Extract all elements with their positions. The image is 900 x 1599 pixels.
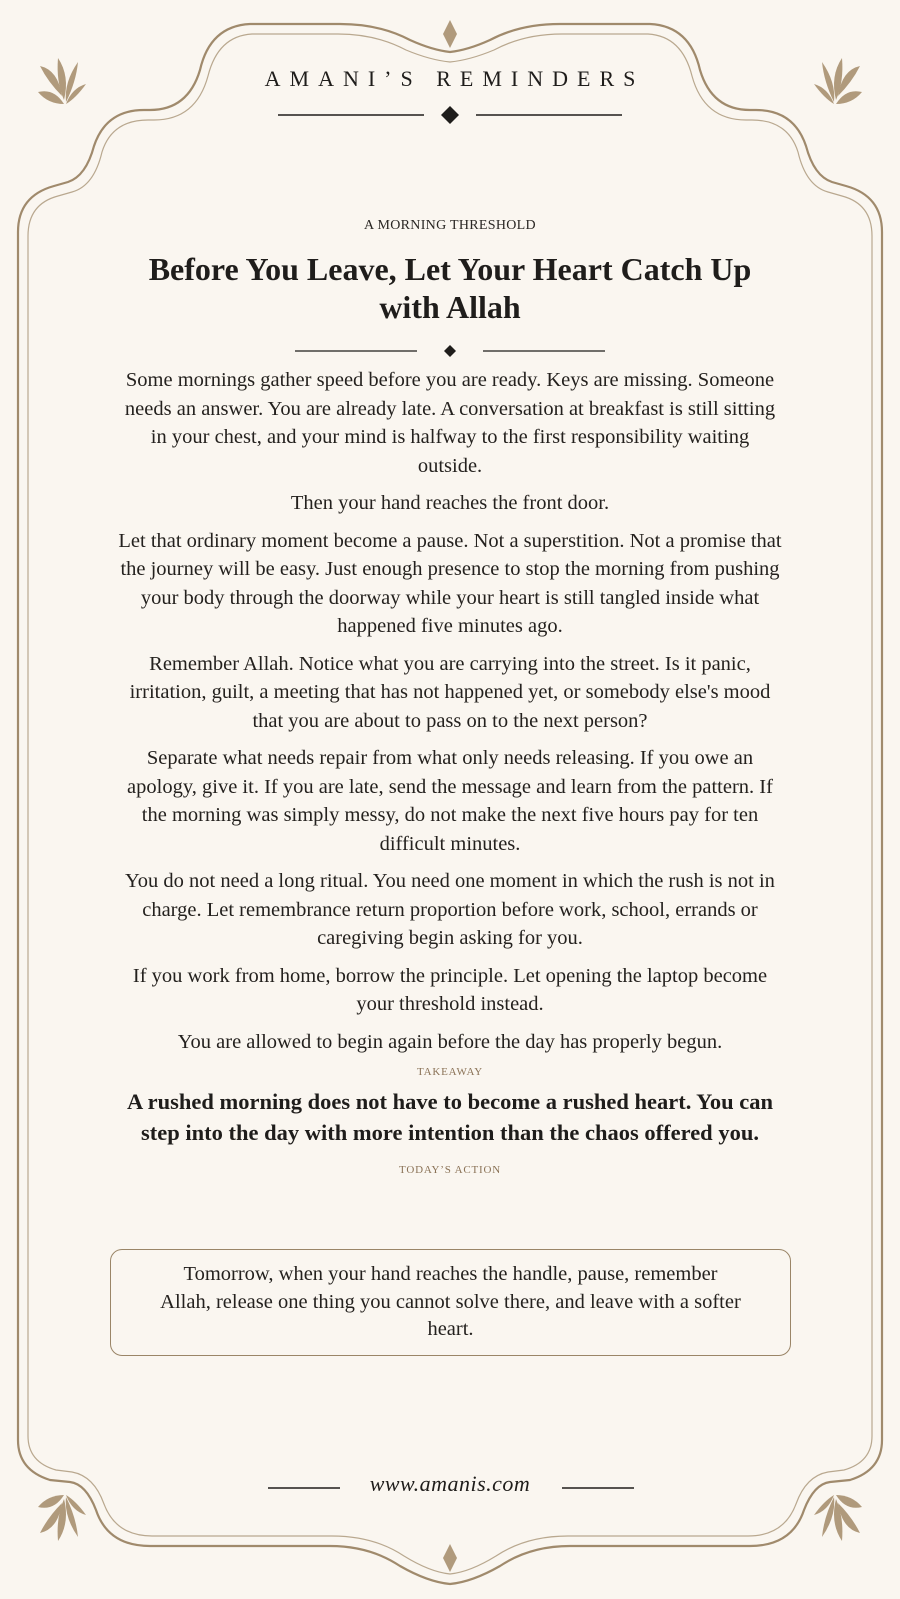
article: [118, 218, 782, 1184]
brand-wordmark: AMANI’S REMINDERS: [264, 66, 645, 91]
todays-action-box: [110, 1249, 791, 1356]
article-title: Before You Leave, Let Your Heart Catch Up with Allah: [148, 251, 752, 325]
title-divider: [295, 344, 605, 358]
flourish-bottom-right: [814, 1495, 862, 1541]
footer-url[interactable]: www.amanis.com: [369, 1471, 531, 1496]
takeaway-label: TAKEAWAY: [417, 1066, 483, 1078]
article-eyebrow: A MORNING THRESHOLD: [364, 218, 536, 233]
action-label: TODAY’S ACTION: [399, 1164, 501, 1176]
bottom-diamond-ornament: [443, 1544, 457, 1572]
top-diamond-ornament: [443, 20, 457, 48]
brand-diamond-icon: [441, 106, 459, 124]
flourish-bottom-left: [38, 1495, 86, 1541]
brand-divider: [278, 106, 622, 124]
article-paragraph: Remember Allah. Notice what you are carrying into the street. Is it panic, irritation, guilt, a meeting that has not happened yet, or somebody else's mood that you are about to pass on to the next person?: [129, 652, 771, 732]
article-paragraph: You are allowed to begin again before the day has properly begun.: [177, 1030, 723, 1053]
article-paragraph: Let that ordinary moment become a pause. Not a superstition. Not a promise that the journey will be easy. Just enough presence to stop the morning from pushing your body through the doorway while your heart is still tangled inside what happened five minutes ago.: [118, 529, 782, 637]
article-paragraph: If you work from home, borrow the principle. Let opening the laptop become your threshold instead.: [132, 964, 768, 1015]
title-diamond-icon: [444, 345, 456, 357]
article-paragraph: Some mornings gather speed before you are ready. Keys are missing. Someone needs an answer. You are already late. A conversation at breakfast is still sitting in your chest, and your mind is halfway to the first responsibility waiting outside.: [124, 369, 776, 477]
todays-action-text: Tomorrow, when your hand reaches the handle, pause, remember Allah, release one thing you cannot solve there, and leave with a softer heart.: [160, 1263, 741, 1340]
takeaway-text: A rushed morning does not have to become a rushed heart. You can step into the day with more intention than the chaos offered you.: [126, 1089, 774, 1145]
article-paragraph: Then your hand reaches the front door.: [290, 492, 610, 514]
article-paragraph: Separate what needs repair from what only needs releasing. If you owe an apology, give it. If you are late, send the message and learn from the pattern. If the morning was simply messy, do not make the next five hours pay for ten difficult minutes.: [127, 747, 773, 855]
article-paragraph: You do not need a long ritual. You need one moment in which the rush is not in charge. Let remembrance return proportion before work, school, errands or caregiving begin asking for you.: [125, 870, 775, 949]
